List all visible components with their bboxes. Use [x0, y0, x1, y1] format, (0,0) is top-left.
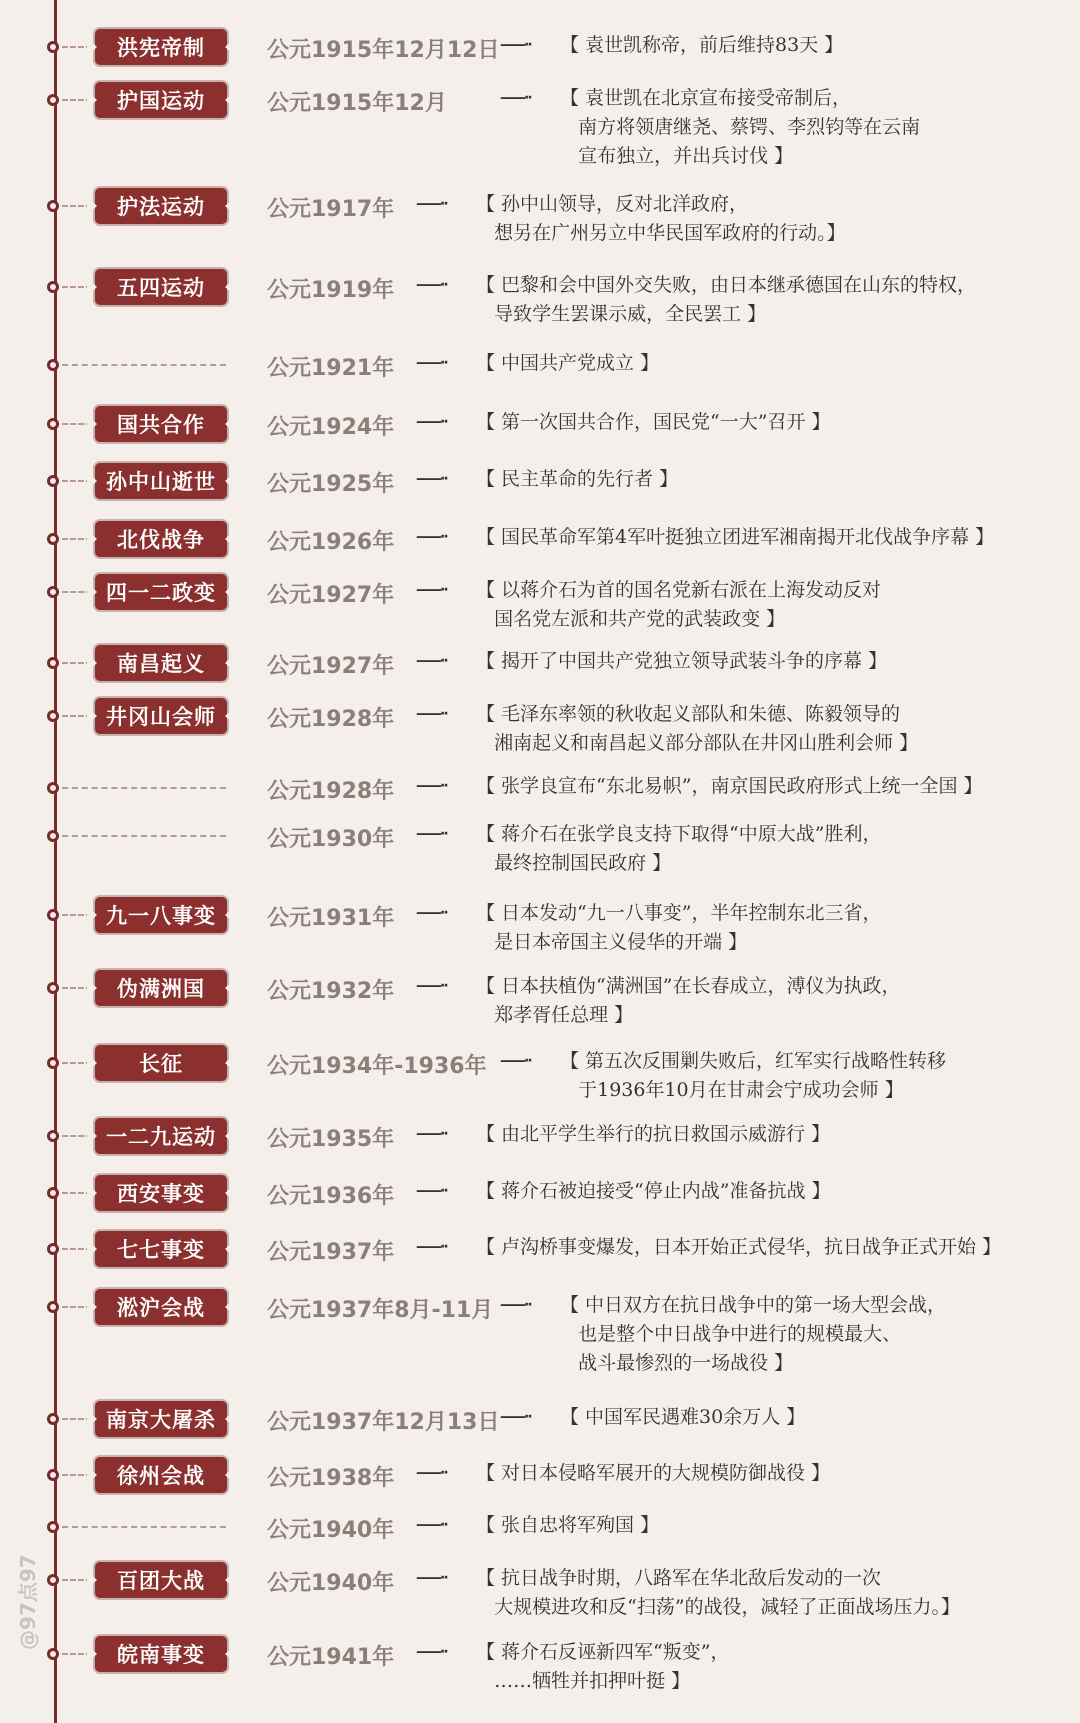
event-tag: 井冈山会师	[95, 698, 227, 734]
event-description: 【 张学良宣布“东北易帜”，南京国民政府形式上统一全国 】	[476, 775, 983, 797]
event-description: 【 巴黎和会中国外交失败，由日本继承德国在山东的特权， 导致学生罢课示威，全民罢工 】	[476, 274, 977, 325]
event-date: 公元1927年	[267, 654, 395, 679]
event-tag: 伪满洲国	[95, 970, 227, 1006]
event-date: 公元1937年	[267, 1240, 395, 1265]
event-date: 公元1940年	[267, 1518, 395, 1543]
event-date: 公元1931年	[267, 906, 395, 931]
arrow-connector: ——··	[416, 905, 447, 921]
timeline-node	[47, 418, 59, 430]
timeline-entry	[0, 770, 1080, 806]
event-description: 【 抗日战争时期，八路军在华北敌后发动的一次 大规模进攻和反“扫荡”的战役，减轻了正面战场压力。】	[476, 1567, 961, 1618]
timeline-node	[47, 586, 59, 598]
timeline-entry	[0, 269, 1080, 325]
event-description: 【 张自忠将军殉国 】	[476, 1514, 660, 1536]
arrow-connector: ——··	[416, 277, 447, 293]
event-date: 公元1936年	[267, 1184, 395, 1209]
arrow-connector: ——··	[416, 706, 447, 722]
timeline-entry	[0, 574, 1080, 630]
event-tag: 九一八事变	[95, 897, 227, 933]
event-tag: 护法运动	[95, 188, 227, 224]
timeline-node	[47, 1648, 59, 1660]
event-date: 公元1935年	[267, 1127, 395, 1152]
timeline-node	[47, 1057, 59, 1069]
event-tag: 南京大屠杀	[95, 1401, 227, 1437]
event-date: 公元1928年	[267, 779, 395, 804]
event-date: 公元1921年	[267, 356, 395, 381]
event-description: 【 孙中山领导，反对北洋政府， 想另在广州另立中华民国军政府的行动。】	[476, 193, 846, 244]
arrow-connector: ——··	[416, 826, 447, 842]
event-description: 【 卢沟桥事变爆发，日本开始正式侵华，抗日战争正式开始 】	[476, 1236, 1002, 1258]
event-date: 公元1932年	[267, 979, 395, 1004]
timeline-node	[47, 281, 59, 293]
timeline-node	[47, 1469, 59, 1481]
event-description: 【 对日本侵略军展开的大规模防御战役 】	[476, 1462, 831, 1484]
event-tag: 洪宪帝制	[95, 29, 227, 65]
event-tag: 皖南事变	[95, 1636, 227, 1672]
timeline-entry	[0, 970, 1080, 1026]
timeline-node	[47, 1187, 59, 1199]
timeline-node	[47, 982, 59, 994]
timeline-entry	[0, 1401, 1080, 1437]
arrow-connector: ——··	[500, 1297, 531, 1313]
arrow-connector: ——··	[416, 529, 447, 545]
arrow-connector: ——··	[416, 355, 447, 371]
event-tag: 护国运动	[95, 82, 227, 118]
timeline-node	[47, 533, 59, 545]
event-description: 【 民主革命的先行者 】	[476, 468, 679, 490]
event-date: 公元1941年	[267, 1645, 395, 1670]
arrow-connector: ——··	[500, 90, 531, 106]
timeline-node	[47, 657, 59, 669]
timeline-node	[47, 710, 59, 722]
connector-dash	[62, 364, 226, 366]
event-date: 公元1937年12月13日	[267, 1410, 500, 1435]
timeline-entry	[0, 463, 1080, 499]
connector-dash	[62, 787, 226, 789]
arrow-connector: ——··	[416, 582, 447, 598]
event-tag: 北伐战争	[95, 521, 227, 557]
timeline-entry	[0, 521, 1080, 557]
event-tag: 徐州会战	[95, 1457, 227, 1493]
arrow-connector: ——··	[416, 1239, 447, 1255]
timeline-entry	[0, 1289, 1080, 1374]
connector-dash	[62, 835, 226, 837]
event-tag: 长征	[95, 1045, 227, 1081]
event-tag: 孙中山逝世	[95, 463, 227, 499]
event-description: 【 袁世凯称帝，前后维持83天 】	[560, 34, 844, 56]
timeline-entry	[0, 347, 1080, 383]
event-date: 公元1937年8月-11月	[267, 1298, 494, 1323]
timeline-node	[47, 1413, 59, 1425]
timeline-node	[47, 1243, 59, 1255]
event-description: 【 第五次反围剿失败后，红军实行战略性转移 于1936年10月在甘肃会宁成功会师 】	[560, 1050, 947, 1101]
event-tag: 四一二政变	[95, 574, 227, 610]
timeline-entry	[0, 897, 1080, 953]
arrow-connector: ——··	[416, 1644, 447, 1660]
watermark: @97点97	[16, 1554, 40, 1650]
event-date: 公元1928年	[267, 707, 395, 732]
event-description: 【 以蒋介石为首的国名党新右派在上海发动反对 国名党左派和共产党的武装政变 】	[476, 579, 882, 630]
event-date: 公元1930年	[267, 827, 395, 852]
arrow-connector: ——··	[416, 1126, 447, 1142]
timeline-node	[47, 1301, 59, 1313]
event-date: 公元1917年	[267, 197, 395, 222]
timeline-entry	[0, 698, 1080, 754]
event-description: 【 日本发动“九一八事变”，半年控制东北三省， 是日本帝国主义侵华的开端 】	[476, 902, 882, 953]
event-description: 【 蒋介石反诬新四军“叛变”， ……牺牲并扣押叶挺 】	[476, 1641, 730, 1692]
event-description: 【 日本扶植伪“满洲国”在长春成立，溥仪为执政， 郑孝胥任总理 】	[476, 975, 901, 1026]
event-description: 【 中国军民遇难30余万人 】	[560, 1406, 806, 1428]
arrow-connector: ——··	[416, 1570, 447, 1586]
event-description: 【 中日双方在抗日战争中的第一场大型会战， 也是整个中日战争中进行的规模最大、 战斗最惨烈的一场战役 】	[560, 1294, 947, 1374]
event-date: 公元1925年	[267, 472, 395, 497]
event-description: 【 揭开了中国共产党独立领导武装斗争的序幕 】	[476, 650, 888, 672]
event-tag: 国共合作	[95, 406, 227, 442]
event-tag: 淞沪会战	[95, 1289, 227, 1325]
timeline-entry	[0, 82, 1080, 167]
timeline-entry	[0, 1118, 1080, 1154]
timeline-entry	[0, 818, 1080, 874]
arrow-connector: ——··	[500, 37, 531, 53]
arrow-connector: ——··	[416, 653, 447, 669]
event-date: 公元1915年12月12日	[267, 38, 500, 63]
timeline-entry	[0, 645, 1080, 681]
timeline-node	[47, 782, 59, 794]
timeline-node	[47, 475, 59, 487]
event-description: 【 袁世凯在北京宣布接受帝制后， 南方将领唐继尧、蔡锷、李烈钧等在云南 宣布独立，并出兵讨伐 】	[560, 87, 921, 167]
timeline-node	[47, 1521, 59, 1533]
timeline-entry	[0, 1175, 1080, 1211]
event-tag: 南昌起义	[95, 645, 227, 681]
arrow-connector: ——··	[416, 978, 447, 994]
timeline-node	[47, 909, 59, 921]
timeline-entry	[0, 406, 1080, 442]
arrow-connector: ——··	[416, 1183, 447, 1199]
event-description: 【 由北平学生举行的抗日救国示威游行 】	[476, 1123, 831, 1145]
event-tag: 西安事变	[95, 1175, 227, 1211]
event-date: 公元1940年	[267, 1571, 395, 1596]
timeline-node	[47, 41, 59, 53]
arrow-connector: ——··	[416, 471, 447, 487]
timeline-entry	[0, 188, 1080, 244]
event-tag: 百团大战	[95, 1562, 227, 1598]
timeline-entry	[0, 1231, 1080, 1267]
event-date: 公元1926年	[267, 530, 395, 555]
connector-dash	[62, 1526, 226, 1528]
timeline-node	[47, 94, 59, 106]
timeline-entry	[0, 1636, 1080, 1692]
event-date: 公元1938年	[267, 1466, 395, 1491]
event-description: 【 国民革命军第4军叶挺独立团进军湘南揭开北伐战争序幕 】	[476, 526, 995, 548]
timeline-node	[47, 1574, 59, 1586]
arrow-connector: ——··	[416, 414, 447, 430]
arrow-connector: ——··	[416, 196, 447, 212]
timeline-node	[47, 830, 59, 842]
event-description: 【 蒋介石被迫接受“停止内战”准备抗战 】	[476, 1180, 831, 1202]
timeline-node	[47, 1130, 59, 1142]
arrow-connector: ——··	[500, 1053, 531, 1069]
event-description: 【 蒋介石在张学良支持下取得“中原大战”胜利， 最终控制国民政府 】	[476, 823, 882, 874]
event-date: 公元1924年	[267, 415, 395, 440]
timeline-entry	[0, 1509, 1080, 1545]
timeline-node	[47, 200, 59, 212]
event-description: 【 毛泽东率领的秋收起义部队和朱德、陈毅领导的 湘南起义和南昌起义部分部队在井冈山胜利会师 】	[476, 703, 919, 754]
event-date: 公元1915年12月	[267, 91, 447, 116]
arrow-connector: ——··	[416, 778, 447, 794]
event-description: 【 第一次国共合作，国民党“一大”召开 】	[476, 411, 831, 433]
timeline-entry	[0, 1457, 1080, 1493]
arrow-connector: ——··	[416, 1517, 447, 1533]
event-tag: 一二九运动	[95, 1118, 227, 1154]
timeline-entry	[0, 29, 1080, 65]
event-description: 【 中国共产党成立 】	[476, 352, 660, 374]
arrow-connector: ——··	[500, 1409, 531, 1425]
event-date: 公元1919年	[267, 278, 395, 303]
arrow-connector: ——··	[416, 1465, 447, 1481]
event-tag: 七七事变	[95, 1231, 227, 1267]
event-tag: 五四运动	[95, 269, 227, 305]
timeline-node	[47, 359, 59, 371]
event-date: 公元1934年-1936年	[267, 1054, 487, 1079]
event-date: 公元1927年	[267, 583, 395, 608]
timeline-entry	[0, 1045, 1080, 1101]
